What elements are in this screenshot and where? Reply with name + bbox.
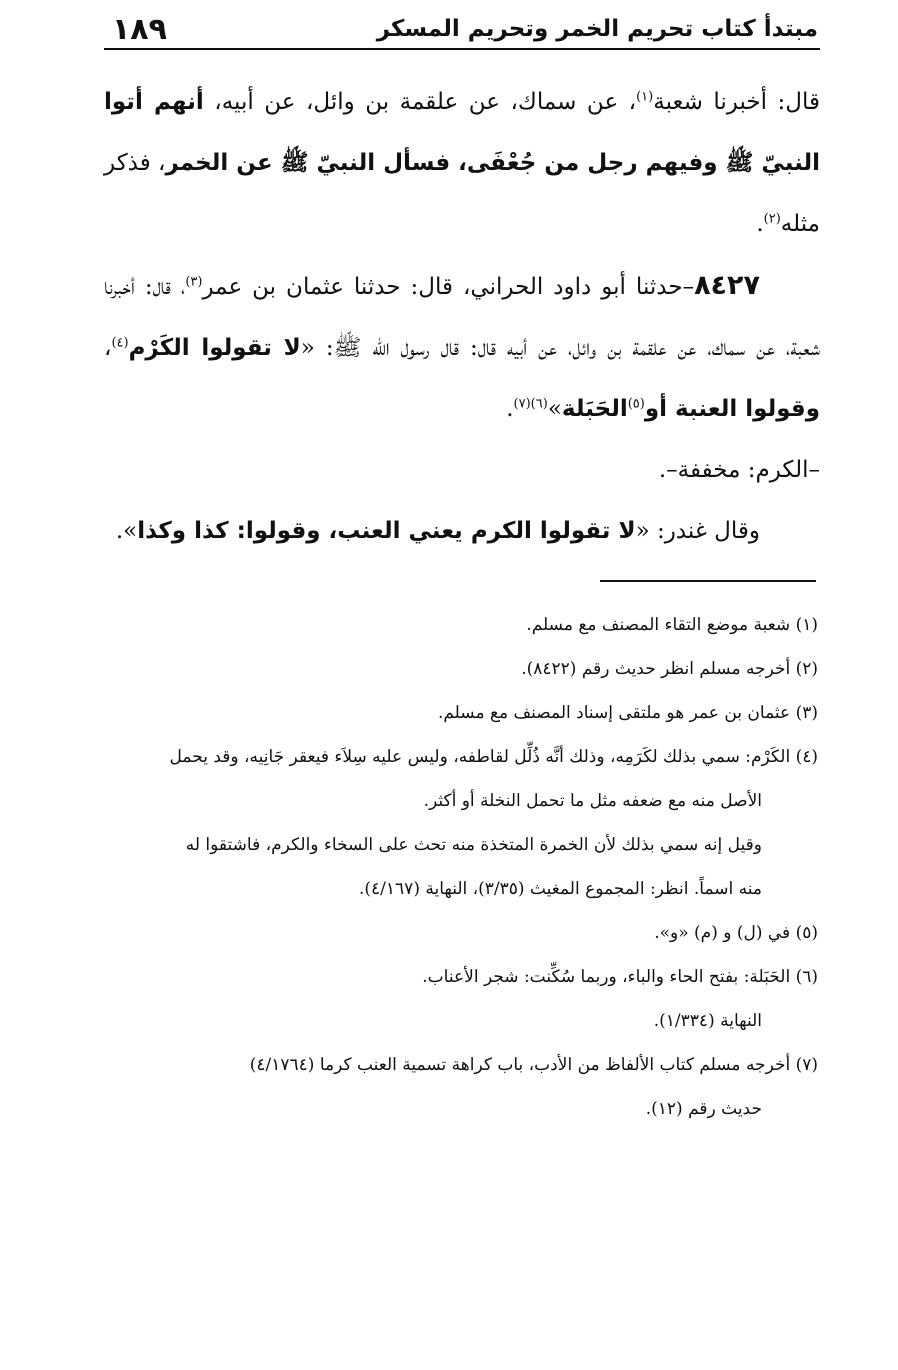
paragraph-3: –الكرم: مخففة–. <box>658 457 820 483</box>
main-text <box>104 72 820 562</box>
paragraph-1 <box>104 72 820 255</box>
running-title: مبتدأ كتاب تحريم الخمر وتحريم المسكر <box>376 16 818 42</box>
footnote-separator <box>600 580 816 582</box>
text-run: ، قال: أخبرنا شعبة، عن سماك، عن علقمة بن وائل، عن أبيه قال: قال رسول الله ﷺ: « <box>104 274 820 361</box>
page-header <box>104 12 820 52</box>
bold-hadith-text: لا تقولوا الكَرْم <box>128 335 301 361</box>
paragraph-4 <box>104 501 820 562</box>
text-run: ، <box>104 335 112 361</box>
footnotes <box>104 603 818 1131</box>
text-run: قال: أخبرنا شعبة <box>653 89 820 115</box>
bold-hadith-text: وقولوا العنبة أو <box>644 396 820 422</box>
footnote-ref: (٤) <box>111 335 129 351</box>
footnote-4-line-4: منه اسماً. انظر: المجموع المغيث (٣/٣٥)، النهاية (٤/١٦٧). <box>359 879 762 899</box>
bold-hadith-text: أنهم أتوا النبيّ ﷺ وفيهم رجل من جُعْفَى، فسأل النبيّ ﷺ عن الخمر <box>104 89 820 176</box>
text-run: وقال غندر: « <box>635 518 760 544</box>
bold-hadith-text: الحَبَلة <box>561 396 628 422</box>
page-number: ١٨٩ <box>112 12 167 47</box>
bold-hadith-text: لا تقولوا الكرم يعني العنب، وقولوا: كذا وكذا <box>137 518 636 544</box>
text-run: –حدثنا أبو داود الحراني، قال: حدثنا عثمان بن عمر <box>202 274 695 300</box>
paragraph-2 <box>104 255 820 440</box>
footnote-2: (٢) أخرجه مسلم انظر حديث رقم (٨٤٢٢). <box>521 659 818 679</box>
footnote-6-line-1: (٦) الحَبَلة: بفتح الحاء والباء، وربما سُكِّنت: شجر الأعناب. <box>422 967 818 987</box>
footnote-3: (٣) عثمان بن عمر هو ملتقى إسناد المصنف مع مسلم. <box>437 703 818 723</box>
footnote-ref: (٢) <box>763 211 781 227</box>
footnote-4-line-1: (٤) الكَرْم: سمي بذلك لكَرَمِه، وذلك أنَّه ذُلِّل لقاطفه، وليس عليه سِلاَء فيعقر جَانِيه، وقد يحمل <box>169 747 818 767</box>
text-run: ، فذكر مثله <box>104 150 820 237</box>
footnote-7-line-1: (٧) أخرجه مسلم كتاب الألفاظ من الأدب، باب كراهة تسمية العنب كرما (٤/١٧٦٤) <box>249 1055 818 1075</box>
footnote-4-line-2: الأصل منه مع ضعفه مثل ما تحمل النخلة أو أكثر. <box>423 791 762 811</box>
footnote-ref: (١) <box>636 89 654 105</box>
footnote-ref: (٥) <box>627 396 645 412</box>
text-run: . <box>756 211 764 237</box>
text-run: ». <box>115 518 138 544</box>
text-run: ، عن سماك، عن علقمة بن وائل، عن أبيه، <box>203 89 637 115</box>
footnote-7-line-2: حديث رقم (١٢). <box>645 1099 762 1119</box>
header-rule <box>104 48 820 50</box>
hadith-number: ٨٤٢٧ <box>694 270 760 301</box>
footnote-5: (٥) في (ل) و (م) «و». <box>654 923 818 943</box>
footnote-4-line-3: وقيل إنه سمي بذلك لأن الخمرة المتخذة منه تحث على السخاء والكرم، فاشتقوا له <box>185 835 762 855</box>
footnote-ref: (٦)(٧) <box>513 396 548 412</box>
footnote-6-line-2: النهاية (١/٣٣٤). <box>653 1011 762 1031</box>
footnote-ref: (٣) <box>185 274 203 290</box>
footnote-1: (١) شعبة موضع التقاء المصنف مع مسلم. <box>526 615 818 635</box>
text-run: » <box>547 396 562 422</box>
text-run: . <box>506 396 514 422</box>
